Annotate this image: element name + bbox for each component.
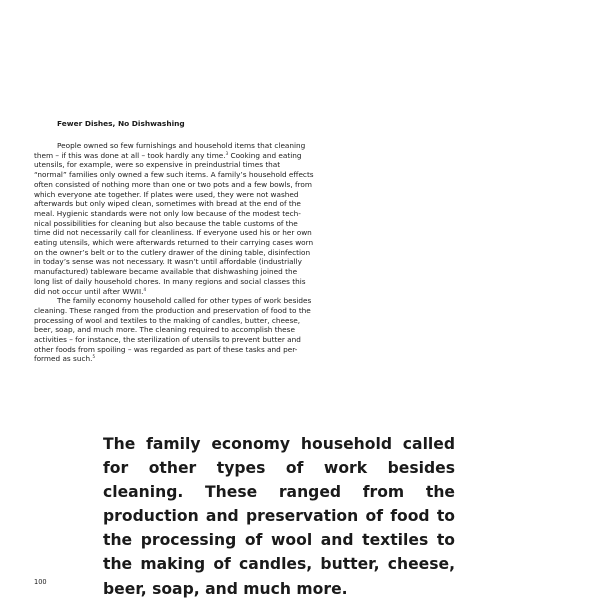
paragraph-1-text-a: People owned so few furnishings and household items that cleaning them – if this was done at all – took hardly any time. (34, 141, 306, 160)
paragraph-1 (34, 141, 314, 296)
footnote-ref-4: 4 (143, 286, 146, 292)
page-number: 100 (34, 578, 47, 586)
footnote-ref-3: 3 (225, 150, 229, 156)
body-text (34, 141, 314, 364)
section-title: Fewer Dishes, No Dishwashing (57, 119, 185, 128)
paragraph-2 (34, 296, 314, 364)
paragraph-2-text: The family economy household called for other types of work besides cleaning. These ranged from the production and preservation of food to the processing of wool and textiles to the making of candles, butter, cheese, beer, soap, and much more. The cleaning required to accomplish these activities – for instance, the sterilization of utensils to prevent butter and other foods from spoiling – was regarded as part of these tasks and per-formed as such. (34, 296, 312, 364)
paragraph-1-text-b: Cooking and eating utensils, for example, were so expensive in preindustrial times that “normal” families only owned a few such items. A family’s household effects often consisted of nothing more than one or two pots and a few bowls, from which everyone ate together. If plates were used, they were not washed afterwards but only wiped clean, sometimes with bread at the end of the meal. Hygienic standards were not only low because of the modest tech-nical possibilities for cleaning but also because the table customs of the time did not necessarily call for cleanliness. If everyone used his or her own eating utensils, which were afterwards returned to their carrying cases worn on the owner’s belt or to the cutlery drawer of the dining table, disinfection in today’s sense was not necessary. It wasn’t until affordable (industrially manufactured) tableware became available that dishwashing joined the long list of daily household chores. In many regions and social classes this did not occur until after WWII. (34, 150, 314, 296)
pull-quote: The family economy household called for other types of work besides cleaning. These ranged from the production and preservation of food to the processing of wool and textiles to the making of candles, butter, cheese, beer, soap, and much more. (103, 435, 455, 598)
footnote-ref-5: 5 (92, 354, 95, 360)
